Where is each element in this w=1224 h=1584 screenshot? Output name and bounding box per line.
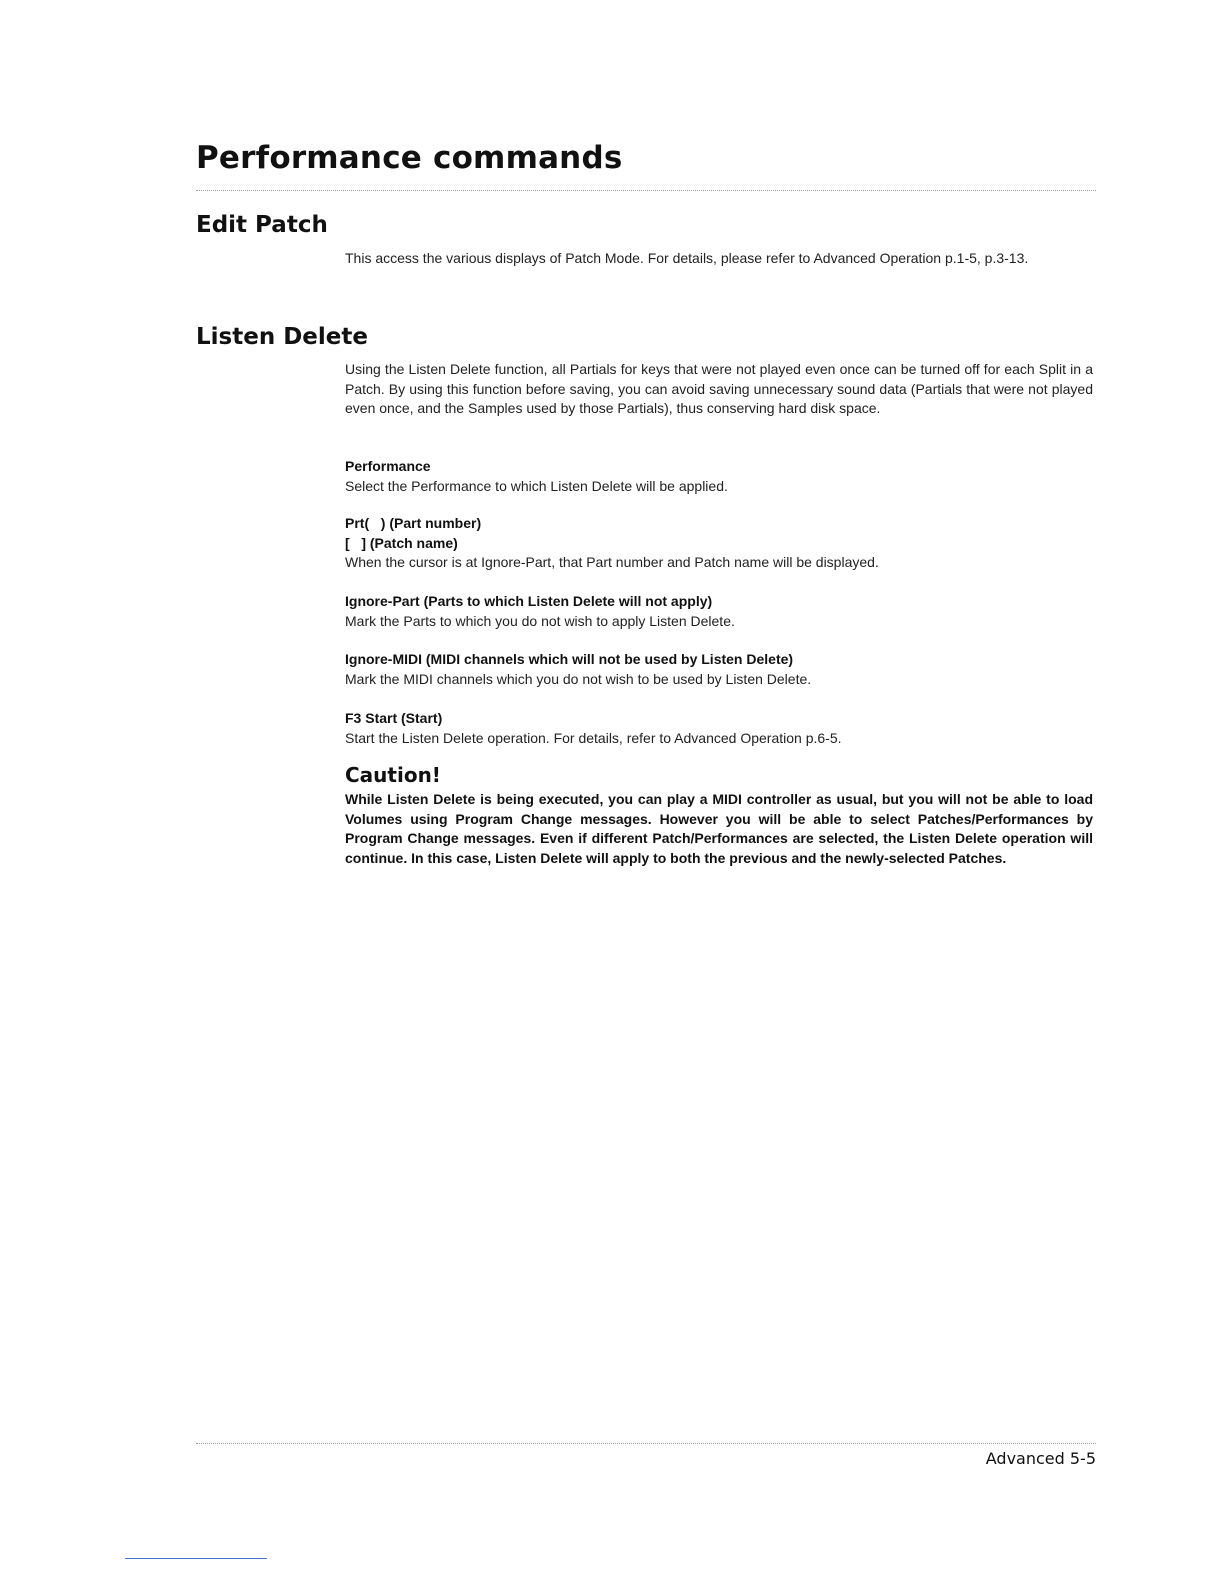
- param-ignore-part: [345, 592, 1093, 631]
- page-footer: Advanced 5-5: [985, 1449, 1096, 1468]
- param-title: Ignore-MIDI (MIDI channels which will not be used by Listen Delete): [345, 651, 794, 667]
- param-title: Performance: [345, 458, 431, 474]
- param-title-secondary: [ ] (Patch name): [345, 534, 458, 551]
- param-title: Ignore-Part (Parts to which Listen Delete will not apply): [345, 593, 713, 609]
- top-divider: [196, 190, 1096, 191]
- param-description: Select the Performance to which Listen Delete will be applied.: [345, 477, 728, 494]
- page-title: Performance commands: [196, 140, 623, 176]
- edit-patch-heading: Edit Patch: [196, 212, 328, 238]
- caution-text: While Listen Delete is being executed, you can play a MIDI controller as usual, but you will not be able to load Volumes using Program Change messages. However you will be able to select Patches/Performances by Program Change messages. Even if different Patch/Performances are selected, the Listen Delete operation will continue. In this case, Listen Delete will apply to both the previous and the newly-selected Patches.: [345, 791, 1093, 866]
- listen-delete-intro-text: Using the Listen Delete function, all Partials for keys that were not played even once can be turned off for each Split in a Patch. By using this function before saving, you can avoid saving unnecessary sound data (Partials that were not played even once, and the Samples used by those Partials), thus conserving hard disk space.: [345, 361, 1093, 416]
- param-description: Mark the Parts to which you do not wish to apply Listen Delete.: [345, 612, 735, 629]
- bottom-divider: [196, 1443, 1096, 1444]
- param-part-number: [345, 514, 1093, 573]
- edit-patch-text: This access the various displays of Patch Mode. For details, please refer to Advanced Operation p.1-5, p.3-13.: [345, 250, 1029, 266]
- param-title: F3 Start (Start): [345, 710, 443, 726]
- listen-delete-intro: [345, 360, 1093, 419]
- param-description: Mark the MIDI channels which you do not wish to be used by Listen Delete.: [345, 670, 812, 687]
- param-description: When the cursor is at Ignore-Part, that Part number and Patch name will be displayed.: [345, 554, 879, 570]
- caution-heading: Caution!: [345, 763, 441, 787]
- edit-patch-body: [345, 249, 1093, 269]
- param-title: Prt( ) (Part number): [345, 515, 482, 531]
- corner-mark: [125, 1558, 267, 1559]
- param-ignore-midi: [345, 650, 1093, 689]
- param-description: Start the Listen Delete operation. For details, refer to Advanced Operation p.6-5.: [345, 729, 842, 746]
- param-performance: [345, 457, 1093, 496]
- param-f3-start: [345, 709, 1093, 748]
- listen-delete-heading: Listen Delete: [196, 324, 368, 350]
